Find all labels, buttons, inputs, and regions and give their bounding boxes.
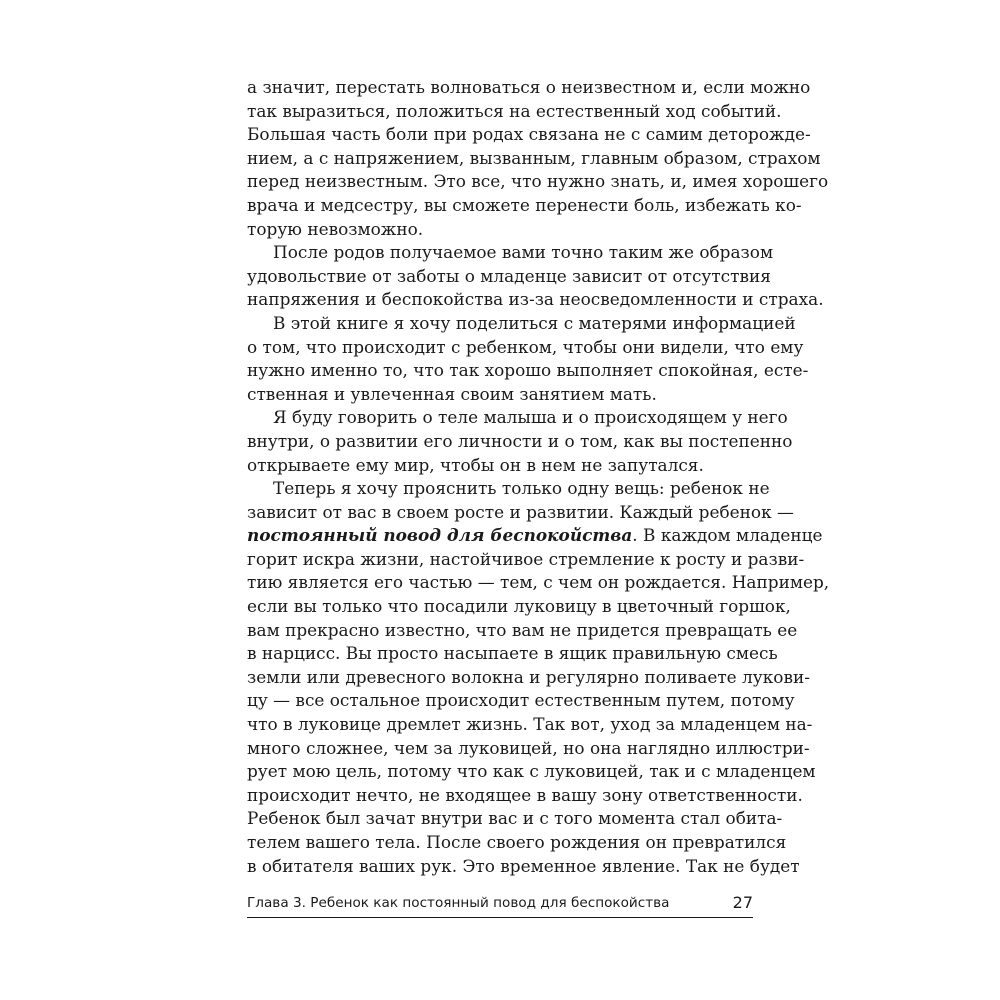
text-line: врача и медсестру, вы сможете перенести боль, избежать ко- [247, 194, 802, 215]
text-line: В этой книге я хочу поделиться с матерями информацией [273, 312, 796, 333]
text-line: удовольствие от заботы о младенце зависит от отсутствия [247, 265, 771, 286]
text-line: горит искра жизни, настойчивое стремление к росту и разви- [247, 548, 805, 569]
text-line: внутри, о развитии его личности и о том, как вы постепенно [247, 430, 793, 451]
text-line: в обитателя ваших рук. Это временное явление. Так не будет [247, 855, 800, 876]
text-line: Ребенок был зачат внутри вас и с того момента стал обита- [247, 808, 783, 829]
text-line [247, 524, 823, 548]
text-line: вам прекрасно известно, что вам не придется превращать ее [247, 619, 798, 640]
running-title: Глава 3. Ребенок как постоянный повод для беспокойства [247, 895, 670, 911]
text-line: Теперь я хочу прояснить только одну вещь: ребенок не [273, 478, 770, 499]
text-line: тию является его частью — тем, с чем он рождается. Например, [247, 572, 830, 593]
text-line: телем вашего тела. После своего рождения он превратился [247, 832, 787, 852]
text-line: земли или древесного волокна и регулярно поливаете лукови- [247, 666, 810, 687]
text-line: цу — все остальное происходит естественным путем, потому [247, 690, 795, 711]
text-line: происходит нечто, не входящее в вашу зону ответственности. [247, 784, 803, 805]
text-line: рует мою цель, потому что как с луковицей, так и с младенцем [247, 761, 816, 782]
text-line: так выразиться, положиться на естественный ход событий. [247, 100, 782, 121]
text-line: в нарцисс. Вы просто насыпаете в ящик правильную смесь [247, 643, 778, 664]
line-continuation: . В каждом младенце [632, 525, 823, 546]
text-line: перед неизвестным. Это все, что нужно знать, и, имея хорошего [247, 171, 829, 192]
text-line: После родов получаемое вами точно таким же образом [273, 242, 774, 263]
text-line: ственная и увлеченная своим занятием мать. [247, 383, 657, 404]
body-text [247, 76, 830, 878]
text-line: нием, а с напряжением, вызванным, главным образом, страхом [247, 147, 821, 168]
text-line: Большая часть боли при родах связана не с самим деторожде- [247, 124, 811, 145]
text-line: если вы только что посадили луковицу в цветочный горшок, [247, 596, 791, 617]
page-footer [247, 893, 753, 918]
text-line: нужно именно то, что так хорошо выполняет спокойная, есте- [247, 360, 809, 381]
text-line: много сложнее, чем за луковицей, но она наглядно иллюстри- [247, 737, 810, 758]
text-line: открываете ему мир, чтобы он в нем не запутался. [247, 454, 704, 475]
text-line: что в луковице дремлет жизнь. Так вот, уход за младенцем на- [247, 714, 813, 735]
text-line: Я буду говорить о теле малыша и о происходящем у него [273, 407, 788, 428]
text-line: напряжения и беспокойства из-за неосведомленности и страха. [247, 289, 824, 310]
emphasized-phrase: постоянный повод для беспокойства [247, 525, 633, 546]
text-line: зависит от вас в своем росте и развитии. Каждый ребенок — [247, 501, 794, 522]
text-line: о том, что происходит с ребенком, чтобы они видели, что ему [247, 336, 804, 357]
text-line: торую невозможно. [247, 218, 424, 239]
text-line: а значит, перестать волноваться о неизвестном и, если можно [247, 77, 811, 97]
page-number: 27 [732, 893, 753, 912]
